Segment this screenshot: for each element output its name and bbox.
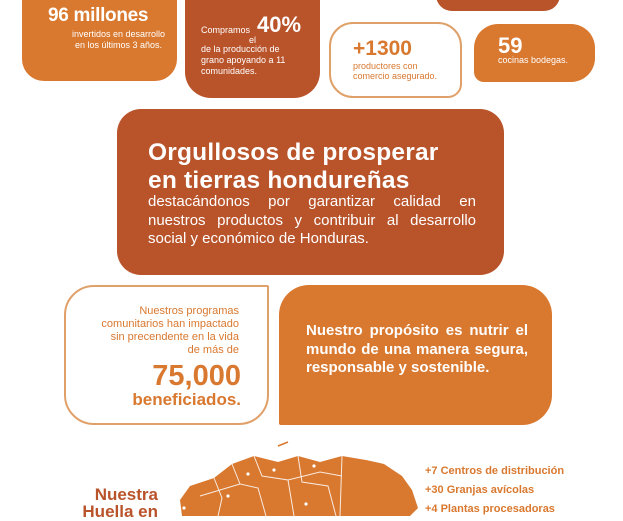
investment-card	[22, 0, 177, 81]
decorative-top-tab	[436, 0, 560, 11]
community-card	[64, 285, 269, 425]
honduras-map	[170, 436, 420, 516]
grain-desc-line: grano apoyando a 11	[201, 55, 286, 65]
beneficiaries-label: beneficiados.	[132, 390, 241, 409]
footprint-title-line: Huella en	[82, 502, 158, 521]
community-line: de más de	[187, 344, 239, 356]
community-line: comunitarios han impactado	[101, 318, 239, 330]
banner-title-line: Orgullosos de prosperar	[148, 139, 439, 166]
beneficiaries-value: 75,000	[152, 360, 241, 392]
kitchens-description: cocinas bodegas.	[498, 55, 569, 65]
producers-value: +1300	[353, 37, 412, 60]
producers-desc-line: productores con	[353, 61, 418, 71]
banner-title-line: en tierras hondureñas	[148, 167, 410, 194]
producers-card	[329, 22, 462, 98]
main-banner	[117, 109, 504, 275]
grain-pre-line: Compramos	[201, 25, 251, 35]
footprint-stat-item: +4 Plantas procesadoras	[425, 503, 555, 515]
investment-value: 96 millones	[48, 5, 149, 26]
grain-percentage: 40%	[257, 12, 302, 37]
footprint-stats	[425, 462, 564, 519]
investment-description	[72, 29, 165, 51]
grain-pre-line: el	[249, 35, 257, 45]
footprint-stat-item: +30 Granjas avícolas	[425, 484, 535, 496]
community-description	[59, 305, 239, 357]
investment-desc-line: en los últimos 3 años.	[75, 40, 163, 50]
producers-description	[353, 61, 437, 81]
banner-body: destacándonos por garantizar calidad en nuestros productos y contribuir al desarrollo social y económico de Honduras.	[148, 193, 476, 247]
purpose-card	[279, 285, 552, 425]
banner-title	[148, 139, 439, 195]
community-line: sin precendente en la vida	[110, 331, 239, 343]
grain-desc-line: de la producción de	[201, 44, 280, 54]
purpose-text: Nuestro propósito es nutrir el mundo de una manera segura, responsable y sostenible.	[306, 322, 528, 376]
kitchens-value: 59	[498, 33, 523, 58]
grain-card	[185, 0, 320, 98]
grain-pre-text	[201, 25, 256, 45]
footprint-title-line: Nuestra	[94, 485, 158, 504]
grain-description	[201, 44, 285, 77]
footprint-stat-item: +7 Centros de distribución	[425, 465, 565, 477]
community-line: Nuestros programas	[139, 305, 239, 317]
grain-desc-line: comunidades.	[201, 66, 258, 76]
kitchens-card	[474, 24, 595, 82]
producers-desc-line: comercio asegurado.	[353, 71, 438, 81]
investment-desc-line: invertidos en desarrollo	[72, 29, 166, 39]
